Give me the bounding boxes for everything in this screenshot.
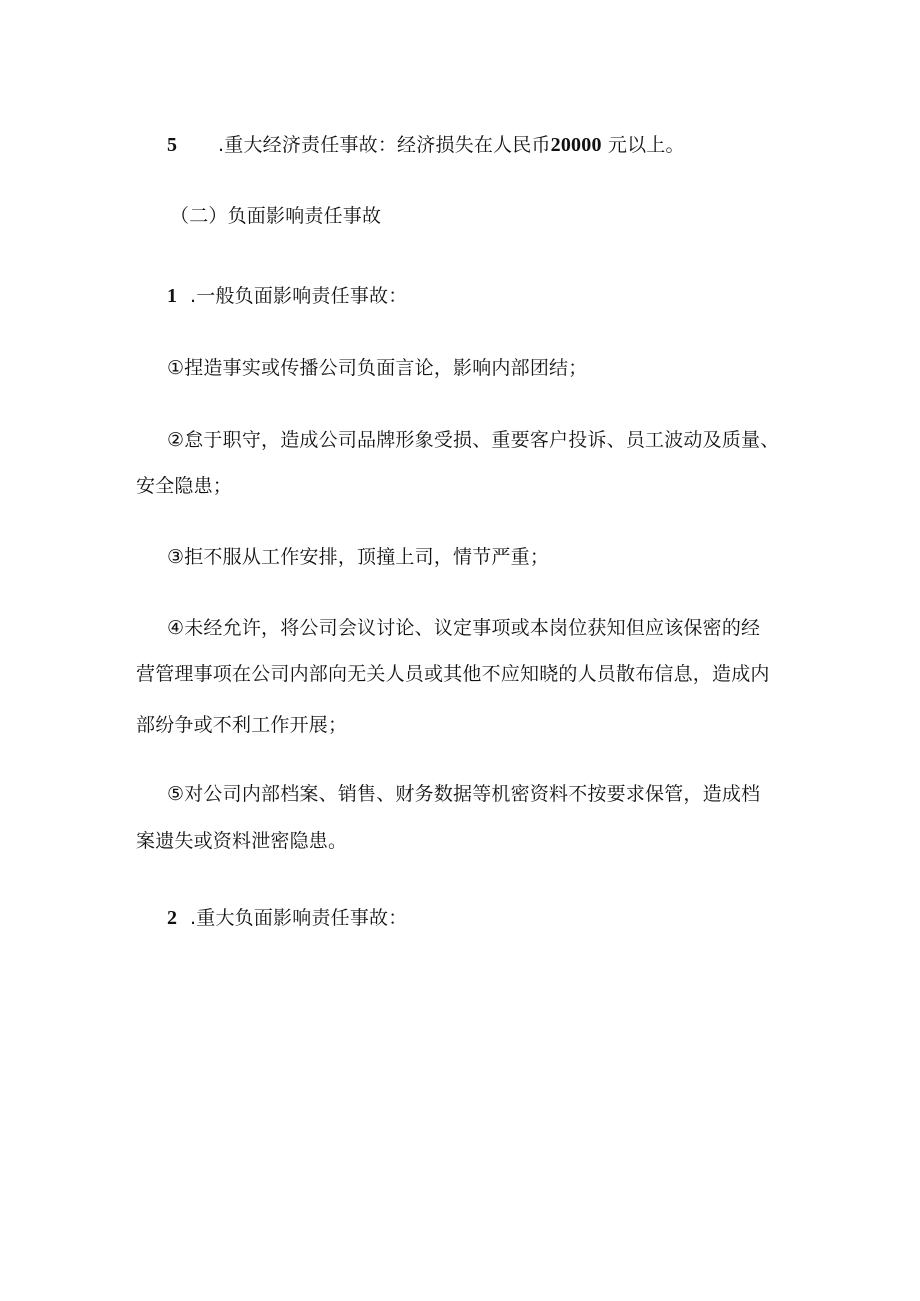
bullet-4-line-3: 部纷争或不利工作开展； — [136, 714, 348, 736]
sub-1-text: .一般负面影响责任事故： — [190, 285, 408, 307]
sub-2-text: .重大负面影响责任事故： — [190, 907, 408, 929]
sub-2-number: 2 — [167, 907, 178, 929]
bullet-1: ①捏造事实或传播公司负面言论，影响内部团结； — [167, 357, 588, 379]
bullet-3: ③拒不服从工作安排，顶撞上司，情节严重； — [167, 546, 550, 568]
bullet-4-line-1: ④未经允许，将公司会议讨论、议定事项或本岗位获知但应该保密的经 — [167, 617, 761, 639]
sub-1-number: 1 — [167, 285, 178, 307]
item-5-amount: 20000 — [550, 134, 602, 156]
item-5-text — [218, 133, 685, 157]
item-5-text-b: 元以上。 — [607, 134, 685, 156]
bullet-5-line-1: ⑤对公司内部档案、销售、财务数据等机密资料不按要求保管，造成档 — [167, 783, 761, 805]
section-2-heading: （二）负面影响责任事故 — [170, 205, 382, 227]
item-5-text-a: .重大经济责任事故：经济损失在人民币 — [218, 134, 551, 156]
bullet-2-line-2: 安全隐患； — [136, 475, 233, 497]
bullet-4-line-2: 营管理事项在公司内部向无关人员或其他不应知晓的人员散布信息，造成内 — [136, 663, 770, 685]
bullet-5-line-2: 案遗失或资料泄密隐患。 — [136, 830, 348, 852]
bullet-2-line-1: ②怠于职守，造成公司品牌形象受损、重要客户投诉、员工波动及质量、 — [167, 429, 780, 451]
item-5-number: 5 — [167, 134, 178, 156]
